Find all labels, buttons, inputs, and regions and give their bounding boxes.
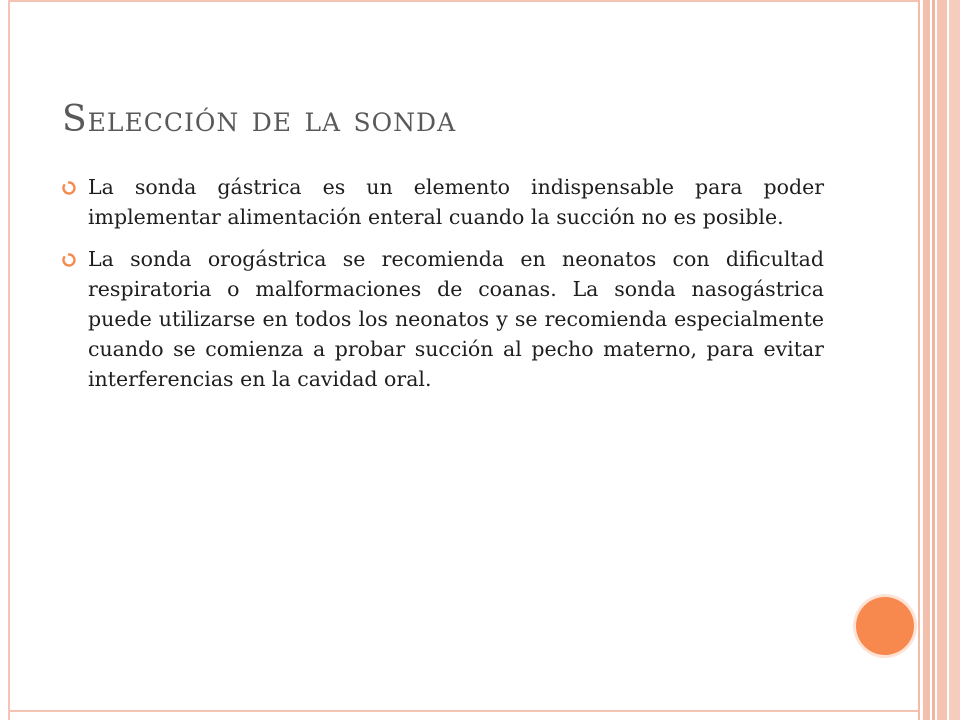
frame-top-line [8,0,920,2]
open-circle-bullet-icon [62,253,76,267]
bullet-item [62,172,824,232]
stripe [949,0,960,720]
bullet-text: La sonda gástrica es un elemento indispensable para poder implementar alimentación enteral cuando la succión no es posible. [88,175,824,229]
stripe [937,0,947,720]
bullet-text: La sonda orogástrica se recomienda en neonatos con dificultad respiratoria o malformaciones de coanas. La sonda nasogástrica puede utilizarse en todos los neonatos y se recomienda especialmente cuando se comienza a probar succión al pecho materno, para evitar interferencias en la cavidad oral. [88,247,824,391]
frame-left-line [8,0,10,720]
bullet-item [62,244,824,394]
frame-bottom-line [8,710,920,712]
orange-circle-decoration [856,597,914,655]
bullet-list [62,172,824,406]
open-circle-bullet-icon [62,181,76,195]
stripe [923,0,930,720]
slide-title: Selección de la sonda [62,99,457,140]
right-decorative-stripes [918,0,960,720]
